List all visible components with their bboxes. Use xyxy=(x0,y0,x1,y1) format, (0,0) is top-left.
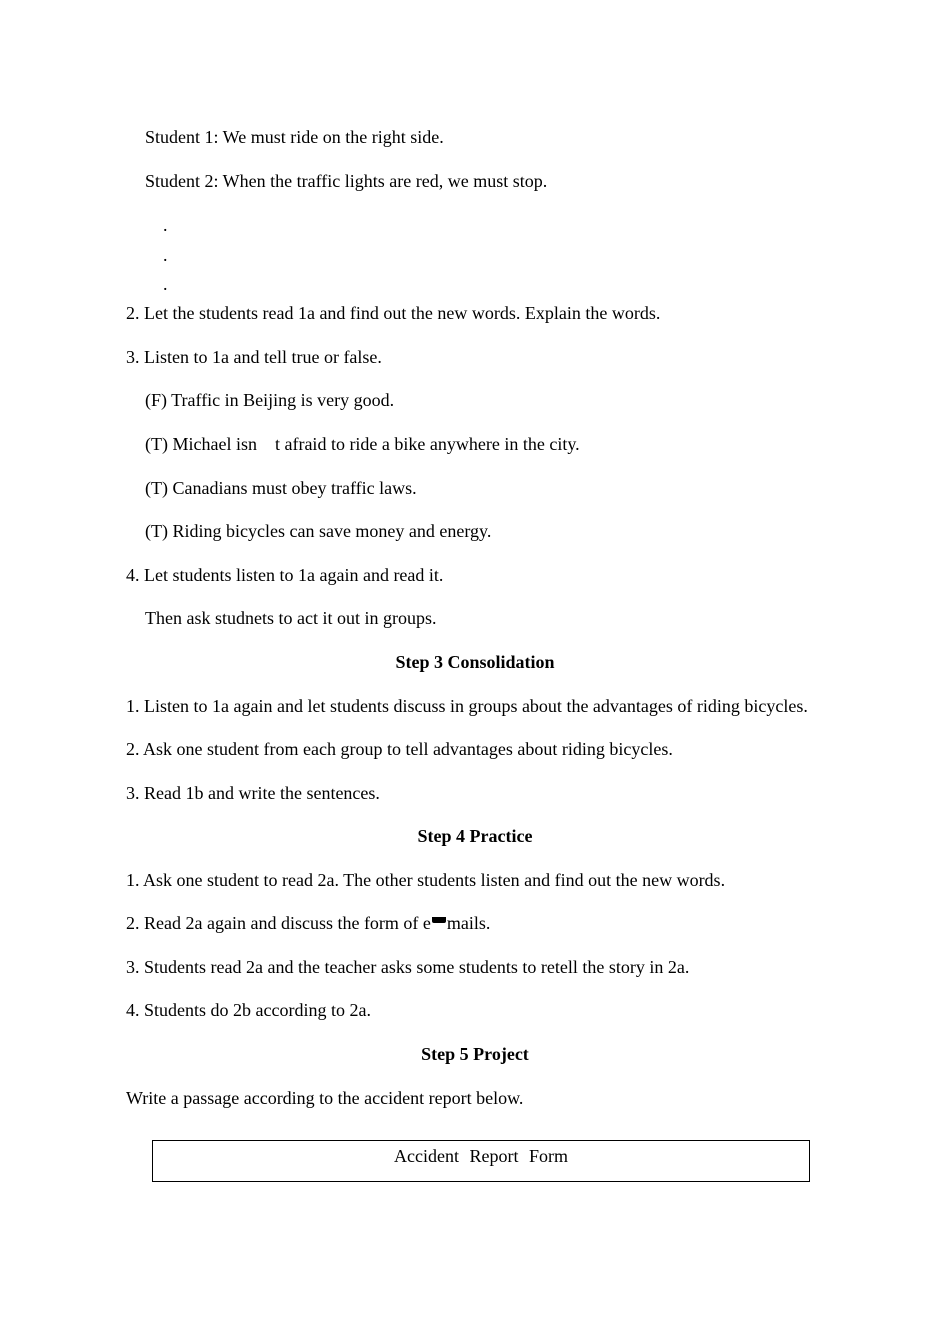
dialogue-student-1: Student 1: We must ride on the right side. xyxy=(145,127,444,147)
step4-item-4: 4. Students do 2b according to 2a. xyxy=(126,1000,371,1020)
ellipsis-dot: . xyxy=(163,215,168,235)
step3-item: 2. Ask one student from each group to tell advantages about riding bicycles. xyxy=(126,739,673,759)
tf-michael-part-b: t afraid to ride a bike anywhere in the city. xyxy=(274,434,580,454)
true-false-item: (T) Riding bicycles can save money and energy. xyxy=(145,521,492,541)
step3-item: 3. Read 1b and write the sentences. xyxy=(126,783,380,803)
step3-item: 1. Listen to 1a again and let students discuss in groups about the advantages of riding bicycles. xyxy=(126,696,808,716)
true-false-item: (F) Traffic in Beijing is very good. xyxy=(145,390,395,410)
hyphen-glyph xyxy=(432,917,446,923)
step2-item-4-continued: Then ask studnets to act it out in groups. xyxy=(145,608,437,628)
step5-heading: Step 5 Project xyxy=(421,1044,529,1064)
ellipsis-dot: . xyxy=(163,245,168,265)
accident-report-form-title: Accident Report Form xyxy=(394,1146,568,1166)
step4-heading: Step 4 Practice xyxy=(417,826,533,846)
true-false-item: (T) Canadians must obey traffic laws. xyxy=(145,478,417,498)
step5-intro: Write a passage according to the accident report below. xyxy=(126,1088,524,1108)
ellipsis-dot: . xyxy=(163,274,168,294)
step2-item-2: 2. Let the students read 1a and find out the new words. Explain the words. xyxy=(126,303,661,323)
step4-item-2-part-a: 2. Read 2a again and discuss the form of e xyxy=(126,913,431,933)
step3-heading: Step 3 Consolidation xyxy=(395,652,555,672)
step4-item-3: 3. Students read 2a and the teacher asks some students to retell the story in 2a. xyxy=(126,957,690,977)
step4-item-2 xyxy=(126,912,490,934)
step4-item-1: 1. Ask one student to read 2a. The other students listen and find out the new words. xyxy=(126,870,726,890)
step2-item-3: 3. Listen to 1a and tell true or false. xyxy=(126,347,382,367)
true-false-item-michael xyxy=(145,433,580,455)
step2-item-4: 4. Let students listen to 1a again and read it. xyxy=(126,565,444,585)
step4-item-2-part-b: mails. xyxy=(446,913,491,933)
dialogue-student-2: Student 2: When the traffic lights are red, we must stop. xyxy=(145,171,548,191)
accident-report-form-table xyxy=(152,1140,810,1182)
tf-michael-part-a: (T) Michael isn xyxy=(145,434,257,454)
